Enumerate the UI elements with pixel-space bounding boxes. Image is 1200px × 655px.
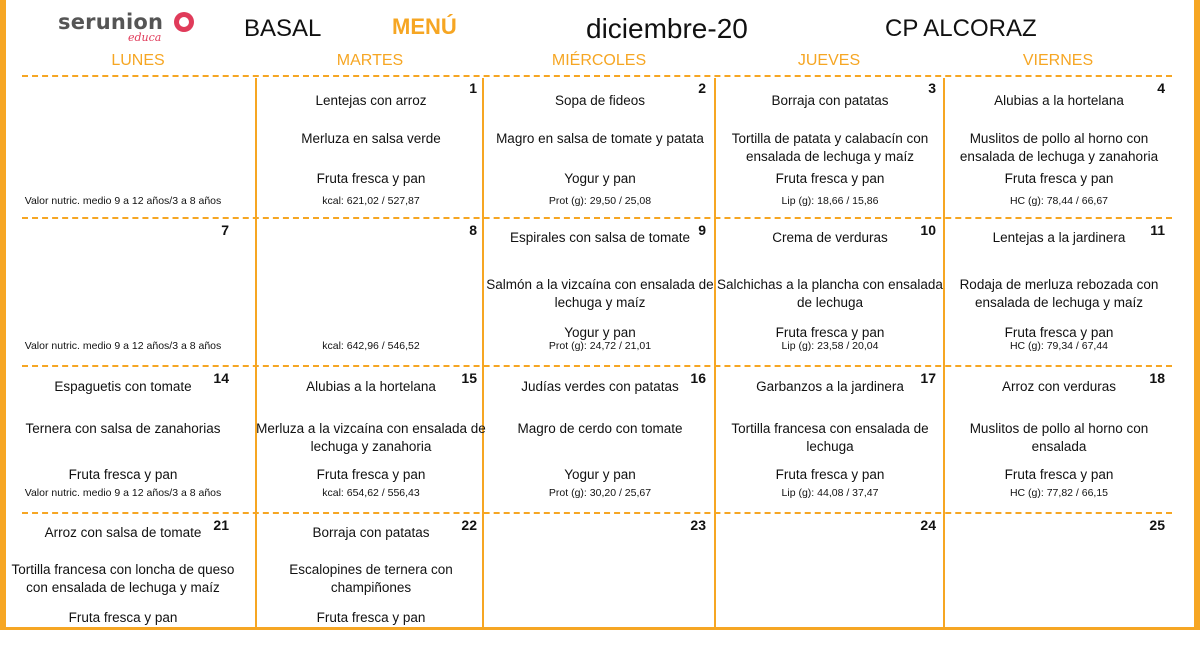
day-number: 4: [1157, 80, 1165, 96]
nutrition-info: Valor nutric. medio 9 a 12 años/3 a 8 años: [24, 487, 222, 499]
first-course: Espaguetis con tomate: [54, 379, 192, 394]
row-divider: [22, 365, 1172, 367]
day-number: 8: [469, 222, 477, 238]
day-number: 16: [690, 370, 706, 386]
second-course: Tortilla francesa con ensalada de lechuga: [731, 421, 929, 454]
day-number: 11: [1150, 222, 1165, 238]
day-cell-thursday: [714, 220, 946, 360]
day-number: 10: [920, 222, 936, 238]
nutrition-info: kcal: 642,96 / 546,52: [322, 340, 420, 352]
first-course: Lentejas a la jardinera: [992, 230, 1126, 245]
day-number: 3: [928, 80, 936, 96]
right-border: [1194, 0, 1200, 630]
dessert: Fruta fresca y pan: [316, 610, 426, 625]
day-number: 18: [1149, 370, 1165, 386]
first-course: Borraja con patatas: [771, 93, 889, 108]
first-course: Borraja con patatas: [312, 525, 430, 540]
day-number: 7: [221, 222, 229, 238]
dessert: Yogur y pan: [564, 467, 636, 482]
day-cell-tuesday: [255, 220, 487, 360]
logo-mark-icon: [174, 12, 194, 32]
day-cell-friday: [943, 78, 1175, 218]
day-number: 25: [1149, 517, 1165, 533]
day-cell-monday: [7, 220, 239, 360]
dessert: Fruta fresca y pan: [68, 610, 178, 625]
menu-type: BASAL: [244, 15, 322, 42]
nutrition-info: kcal: 654,62 / 556,43: [322, 487, 420, 499]
day-cell-tuesday: [255, 368, 487, 508]
day-number: 23: [690, 517, 706, 533]
first-course: Crema de verduras: [772, 230, 888, 245]
day-number: 21: [213, 517, 229, 533]
day-header-tuesday: MARTES: [336, 52, 404, 69]
dessert: Fruta fresca y pan: [316, 171, 426, 186]
day-number: 14: [213, 370, 229, 386]
dessert: Fruta fresca y pan: [1004, 171, 1114, 186]
first-course: Espirales con salsa de tomate: [509, 230, 691, 245]
day-cell-monday: [7, 368, 239, 508]
nutrition-info: Valor nutric. medio 9 a 12 años/3 a 8 años: [24, 195, 222, 207]
nutrition-info: Prot (g): 30,20 / 25,67: [548, 487, 652, 499]
dessert: Fruta fresca y pan: [1004, 467, 1114, 482]
first-course: Arroz con verduras: [1001, 379, 1117, 394]
day-cell-wednesday: [484, 78, 716, 218]
left-border: [0, 0, 6, 630]
day-header-thursday: JUEVES: [797, 52, 861, 69]
first-course: Alubias a la hortelana: [306, 379, 436, 394]
month-title: diciembre-20: [586, 13, 748, 44]
day-cell-thursday: [714, 515, 946, 655]
day-cell-wednesday: [484, 220, 716, 360]
nutrition-info: kcal: 621,02 / 527,87: [322, 195, 420, 207]
second-course: Muslitos de pollo al horno con ensalada de lechuga y zanahoria: [959, 131, 1159, 164]
row-divider: [22, 512, 1172, 514]
day-header-friday: VIERNES: [1022, 52, 1094, 69]
logo-sub: educa: [128, 31, 162, 44]
dessert: Yogur y pan: [564, 171, 636, 186]
day-number: 2: [698, 80, 706, 96]
dessert: Fruta fresca y pan: [68, 467, 178, 482]
second-course: Tortilla francesa con loncha de queso con ensalada de lechuga y maíz: [11, 562, 235, 595]
dessert: Fruta fresca y pan: [316, 467, 426, 482]
nutrition-info: Lip (g): 44,08 / 37,47: [781, 487, 879, 499]
second-course: Magro en salsa de tomate y patata: [496, 131, 704, 146]
day-cell-tuesday: [255, 515, 487, 655]
first-course: Arroz con salsa de tomate: [44, 525, 202, 540]
second-course: Ternera con salsa de zanahorias: [25, 421, 221, 436]
second-course: Merluza a la vizcaína con ensalada de lechuga y zanahoria: [256, 421, 486, 454]
day-cell-wednesday: [484, 515, 716, 655]
day-number: 22: [461, 517, 477, 533]
dessert: Fruta fresca y pan: [775, 467, 885, 482]
second-course: Muslitos de pollo al horno con ensalada: [969, 421, 1149, 454]
second-course: Merluza en salsa verde: [301, 131, 441, 146]
menu-label: MENÚ: [392, 14, 457, 39]
day-header-monday: LUNES: [111, 52, 165, 69]
dessert: Fruta fresca y pan: [775, 171, 885, 186]
day-cell-tuesday: [255, 78, 487, 218]
day-cell-thursday: [714, 78, 946, 218]
logo-text: serunion: [58, 10, 164, 34]
row-divider: [22, 75, 1172, 77]
serunion-logo: [58, 10, 208, 46]
second-course: Magro de cerdo con tomate: [517, 421, 683, 436]
nutrition-info: HC (g): 79,34 / 67,44: [1009, 340, 1109, 352]
day-header-wednesday: MIÉRCOLES: [551, 52, 647, 69]
second-course: Salmón a la vizcaína con ensalada de lechuga y maíz: [486, 277, 714, 310]
first-course: Judías verdes con patatas: [521, 379, 679, 394]
day-cell-monday: [7, 78, 239, 218]
first-course: Lentejas con arroz: [315, 93, 427, 108]
dessert: Fruta fresca y pan: [1004, 325, 1114, 340]
day-cell-friday: [943, 368, 1175, 508]
second-course: Tortilla de patata y calabacín con ensalada de lechuga y maíz: [731, 131, 929, 164]
day-number: 17: [920, 370, 936, 386]
first-course: Alubias a la hortelana: [994, 93, 1124, 108]
nutrition-info: Prot (g): 24,72 / 21,01: [548, 340, 652, 352]
dessert: Yogur y pan: [564, 325, 636, 340]
first-course: Sopa de fideos: [554, 93, 646, 108]
day-number: 15: [461, 370, 477, 386]
day-number: 1: [469, 80, 477, 96]
second-course: Salchichas a la plancha con ensalada de lechuga: [717, 277, 943, 310]
nutrition-info: Lip (g): 18,66 / 15,86: [781, 195, 879, 207]
dessert: Fruta fresca y pan: [775, 325, 885, 340]
second-course: Escalopines de ternera con champiñones: [289, 562, 453, 595]
first-course: Garbanzos a la jardinera: [756, 379, 904, 394]
day-cell-monday: [7, 515, 239, 655]
nutrition-info: Lip (g): 23,58 / 20,04: [781, 340, 879, 352]
day-cell-thursday: [714, 368, 946, 508]
school-name: CP ALCORAZ: [885, 15, 1037, 42]
day-number: 24: [920, 517, 936, 533]
day-number: 9: [698, 222, 706, 238]
day-cell-friday: [943, 515, 1175, 655]
second-course: Rodaja de merluza rebozada con ensalada de lechuga y maíz: [959, 277, 1159, 310]
nutrition-info: HC (g): 77,82 / 66,15: [1009, 487, 1109, 499]
nutrition-info: Valor nutric. medio 9 a 12 años/3 a 8 años: [24, 340, 222, 352]
nutrition-info: HC (g): 78,44 / 66,67: [1009, 195, 1109, 207]
day-cell-wednesday: [484, 368, 716, 508]
day-cell-friday: [943, 220, 1175, 360]
nutrition-info: Prot (g): 29,50 / 25,08: [548, 195, 652, 207]
